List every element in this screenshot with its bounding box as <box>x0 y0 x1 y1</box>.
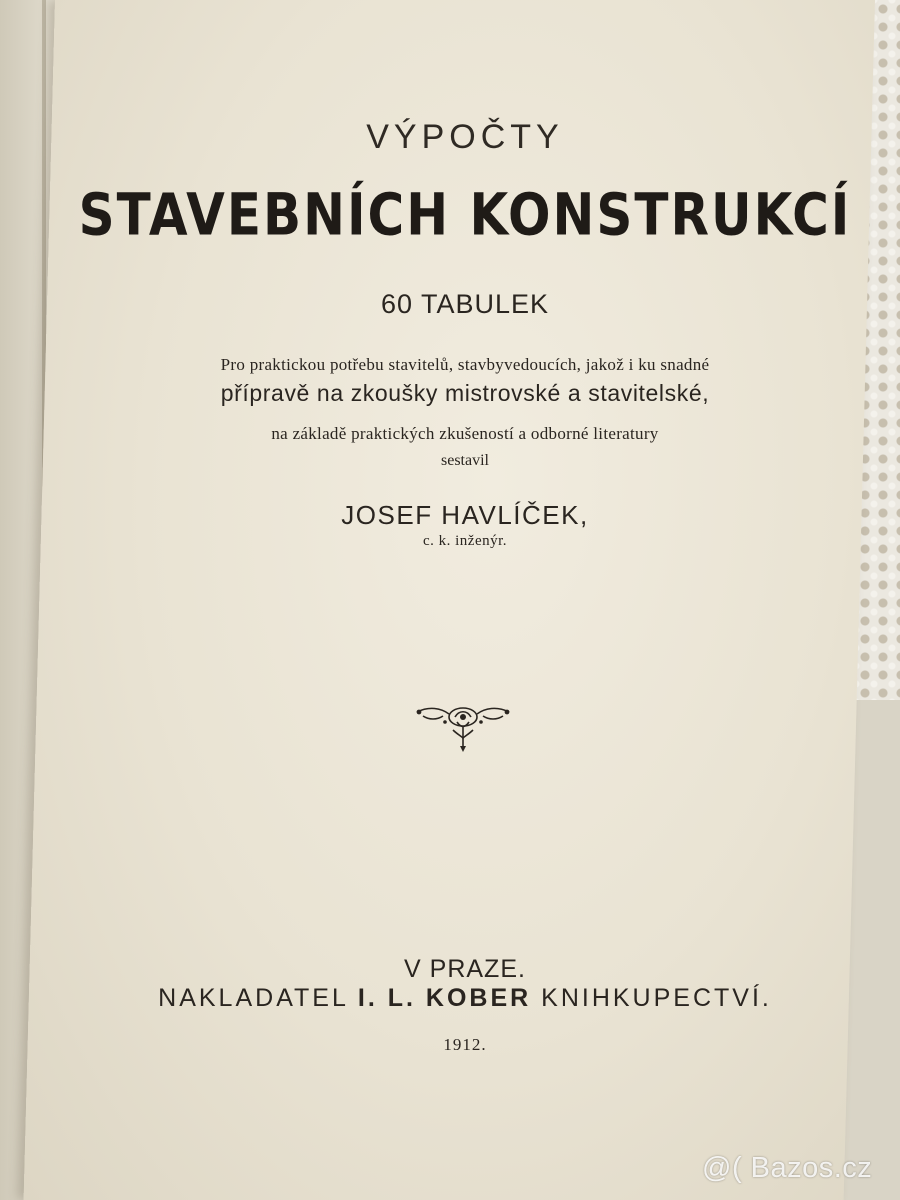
publisher-prefix: NAKLADATEL <box>158 984 348 1012</box>
author-name: JOSEF HAVLÍČEK, <box>341 500 589 530</box>
publisher-suffix: KNIHKUPECTVÍ. <box>541 984 772 1012</box>
publisher-name: I. L. KOBER <box>357 984 532 1012</box>
author-title: c. k. inženýr. <box>422 533 508 549</box>
description-line-2: přípravě na zkoušky mistrovské a stavitelské, <box>220 380 710 406</box>
pre-title: VÝPOČTY <box>366 118 564 156</box>
description-line-3: na základě praktických zkušeností a odborné literatury <box>271 424 659 443</box>
book-subtitle: 60 TABULEK <box>380 289 550 319</box>
bazos-watermark: @( Bazos.cz <box>702 1152 873 1184</box>
compiled-by: sestavil <box>441 452 489 469</box>
description-line-1: Pro praktickou potřebu stavitelů, stavbyvedoucích, jakož i ku snadné <box>220 355 710 374</box>
publication-year: 1912. <box>443 1035 487 1054</box>
book-title: STAVEBNÍCH KONSTRUKCÍ <box>78 181 852 249</box>
publication-city: V PRAZE. <box>404 955 526 983</box>
publisher-line <box>0 984 900 1013</box>
floral-ornament-icon <box>415 702 511 754</box>
